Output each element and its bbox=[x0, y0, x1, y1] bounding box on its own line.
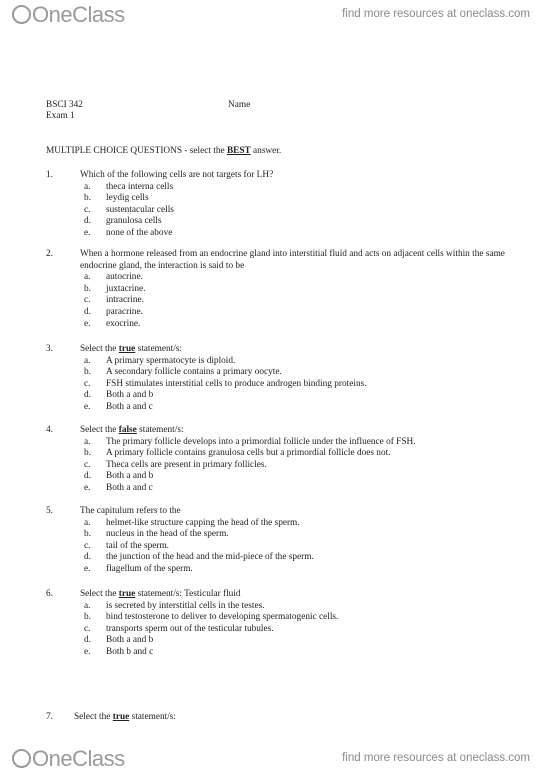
question-number: 2. bbox=[46, 249, 53, 259]
instructions-emphasis: BEST bbox=[226, 146, 251, 156]
option-letter: e. bbox=[84, 482, 91, 493]
stem-emphasis: true bbox=[112, 712, 130, 722]
option-text: FSH stimulates interstitial cells to produce androgen binding proteins. bbox=[106, 378, 367, 389]
option-text: granulosa cells bbox=[106, 216, 162, 227]
option-letter: d. bbox=[84, 635, 91, 646]
stem-text-end: statement/s: Testicular fluid bbox=[135, 589, 241, 599]
option-text: Both a and c bbox=[106, 482, 153, 493]
question-number: 1. bbox=[46, 170, 53, 180]
option-text: none of the above bbox=[106, 227, 173, 238]
option-letter: a. bbox=[84, 436, 91, 447]
option-text: is secreted by interstitial cells in the testes. bbox=[106, 600, 265, 611]
option-text: transports sperm out of the testicular tubules. bbox=[106, 623, 274, 634]
option-letter: e. bbox=[84, 646, 91, 657]
question-number: 7. bbox=[46, 712, 53, 722]
option-letter: e. bbox=[84, 401, 91, 412]
oneclass-logo[interactable] bbox=[12, 2, 125, 28]
option-letter: c. bbox=[84, 204, 91, 215]
option-letter: e. bbox=[84, 227, 91, 238]
option-text: paracrine. bbox=[106, 306, 143, 317]
option-text: Both a and b bbox=[106, 635, 154, 646]
logo-ring-icon bbox=[12, 749, 31, 768]
option-letter: b. bbox=[84, 529, 91, 540]
option-text: nucleus in the head of the sperm. bbox=[106, 529, 229, 540]
option-text: exocrine. bbox=[106, 318, 141, 329]
question-stem bbox=[80, 589, 516, 601]
stem-text: Select the bbox=[80, 589, 119, 599]
option-letter: e. bbox=[84, 318, 91, 329]
stem-emphasis: true bbox=[118, 344, 136, 354]
option-text: intracrine. bbox=[106, 295, 144, 306]
stem-text: Select the bbox=[74, 712, 113, 722]
option-text: bind testosterone to deliver to developing spermatogenic cells. bbox=[106, 612, 339, 623]
option-text: helmet-like structure capping the head of the sperm. bbox=[106, 517, 300, 528]
option-letter: b. bbox=[84, 448, 91, 459]
option-text: A primary follicle contains granulosa cells but a primordial follicle does not. bbox=[106, 448, 391, 459]
option-text: The primary follicle develops into a primordial follicle under the influence of FSH. bbox=[106, 436, 416, 447]
option-letter: c. bbox=[84, 378, 91, 389]
question-number: 5. bbox=[46, 506, 53, 516]
option-letter: c. bbox=[84, 459, 91, 470]
question-stem bbox=[80, 344, 516, 356]
oneclass-logo-footer[interactable] bbox=[12, 746, 125, 772]
option-text: juxtacrine. bbox=[106, 283, 146, 294]
option-letter: b. bbox=[84, 283, 91, 294]
logo-text: OneClass bbox=[32, 2, 125, 27]
option-letter: c. bbox=[84, 623, 91, 634]
question-stem: The capitulum refers to the bbox=[80, 506, 181, 516]
footer-resources-link[interactable]: find more resources at oneclass.com bbox=[342, 752, 530, 764]
instructions-text: MULTIPLE CHOICE QUESTIONS - select the bbox=[46, 146, 227, 156]
stem-text-end: statement/s: bbox=[135, 344, 182, 354]
option-letter: a. bbox=[84, 600, 91, 611]
option-letter: d. bbox=[84, 216, 91, 227]
option-text: A primary spermatocyte is diploid. bbox=[106, 355, 236, 366]
option-letter: b. bbox=[84, 193, 91, 204]
instructions bbox=[46, 146, 281, 158]
option-letter: d. bbox=[84, 552, 91, 563]
option-letter: b. bbox=[84, 367, 91, 378]
stem-text-end: statement/s: bbox=[129, 712, 176, 722]
option-text: autocrine. bbox=[106, 272, 143, 283]
option-letter: a. bbox=[84, 355, 91, 366]
page-footer bbox=[0, 740, 544, 770]
option-text: Both a and b bbox=[106, 471, 154, 482]
option-text: leydig cells bbox=[106, 193, 149, 204]
question-stem: Which of the following cells are not targets for LH? bbox=[80, 170, 274, 180]
exam-label: Exam 1 bbox=[46, 111, 75, 121]
option-letter: a. bbox=[84, 181, 91, 192]
option-letter: c. bbox=[84, 540, 91, 551]
instructions-text-end: answer. bbox=[250, 146, 282, 156]
option-text: tail of the sperm. bbox=[106, 540, 169, 551]
option-letter: a. bbox=[84, 272, 91, 283]
option-letter: e. bbox=[84, 563, 91, 574]
question-number: 3. bbox=[46, 344, 53, 354]
option-letter: b. bbox=[84, 612, 91, 623]
option-text: Both a and c bbox=[106, 401, 153, 412]
stem-emphasis: false bbox=[118, 425, 137, 435]
header-resources-link[interactable]: find more resources at oneclass.com bbox=[342, 8, 530, 20]
question-stem bbox=[74, 712, 510, 724]
option-letter: c. bbox=[84, 295, 91, 306]
option-letter: a. bbox=[84, 517, 91, 528]
option-text: A secondary follicle contains a primary oocyte. bbox=[106, 367, 282, 378]
stem-text: Select the bbox=[80, 425, 119, 435]
name-label: Name bbox=[228, 100, 251, 110]
option-text: Both b and c bbox=[106, 646, 154, 657]
question-stem: When a hormone released from an endocrine gland into interstitial fluid and acts on adjacent cells within the same endocrine gland, the interaction is said to be bbox=[80, 249, 505, 271]
option-text: the junction of the head and the mid-piece of the sperm. bbox=[106, 552, 314, 563]
course-code: BSCI 342 bbox=[46, 100, 83, 110]
question-number: 6. bbox=[46, 589, 53, 599]
logo-text: OneClass bbox=[32, 746, 125, 771]
option-text: theca interna cells bbox=[106, 181, 174, 192]
option-text: sustentacular cells bbox=[106, 204, 174, 215]
option-text: Both a and b bbox=[106, 390, 154, 401]
logo-ring-icon bbox=[12, 5, 31, 24]
question-number: 4. bbox=[46, 425, 53, 435]
option-text: flagellum of the sperm. bbox=[106, 563, 193, 574]
question-stem bbox=[80, 425, 516, 437]
stem-text: Select the bbox=[80, 344, 119, 354]
stem-text-end: statement/s: bbox=[136, 425, 184, 435]
option-text: Theca cells are present in primary follicles. bbox=[106, 459, 267, 470]
option-letter: d. bbox=[84, 390, 91, 401]
stem-emphasis: true bbox=[118, 589, 136, 599]
page-header bbox=[0, 0, 544, 30]
option-letter: d. bbox=[84, 306, 91, 317]
option-letter: d. bbox=[84, 471, 91, 482]
